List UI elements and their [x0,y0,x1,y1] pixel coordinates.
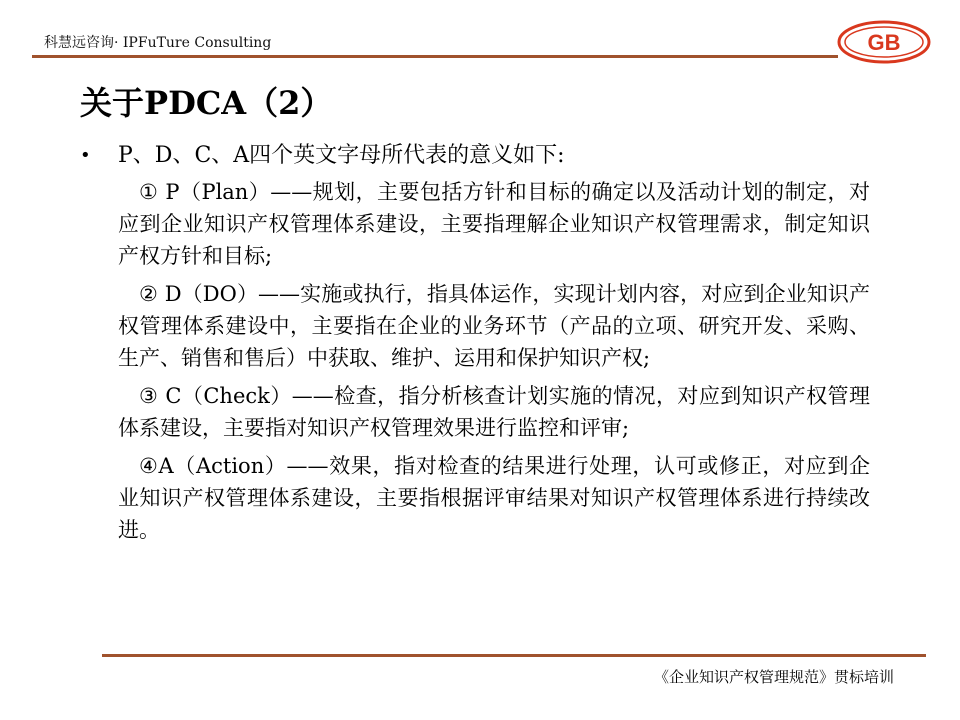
bullet-text: P、D、C、A四个英文字母所代表的意义如下: [118,143,565,168]
logo-text: GB [867,30,901,55]
gb-logo [836,18,932,66]
footer-text: 《企业知识产权管理规范》贯标培训 [653,668,894,686]
paragraph-action: ④A（Action）——效果，指对检查的结果进行处理，认可或修正，对应到企业知识产权管理体系建设，主要指根据评审结果对知识产权管理体系进行持续改进。 [118,454,870,542]
slide-title: 关于PDCA（2） [80,84,333,122]
header-brand-text: 科慧远咨询· IPFuTure Consulting [44,35,272,51]
slide-content [80,140,880,546]
bottom-divider [102,654,926,657]
bullet-item [80,140,880,172]
paragraph-plan: ① P（Plan）——规划，主要包括方针和目标的确定以及活动计划的制定，对应到企业知识产权管理体系建设，主要指理解企业知识产权管理需求，制定知识产权方针和目标; [118,180,870,268]
top-divider [32,55,838,58]
paragraph-check: ③ C（Check）——检查，指分析核查计划实施的情况，对应到知识产权管理体系建设，主要指对知识产权管理效果进行监控和评审; [118,384,870,440]
bullet-dot-icon: • [80,145,91,166]
paragraph-do: ② D（DO）——实施或执行，指具体运作，实现计划内容，对应到企业知识产权管理体系建设中，主要指在企业的业务环节（产品的立项、研究开发、采购、生产、销售和售后）中获取、维护、运用和保护知识产权; [118,282,870,370]
